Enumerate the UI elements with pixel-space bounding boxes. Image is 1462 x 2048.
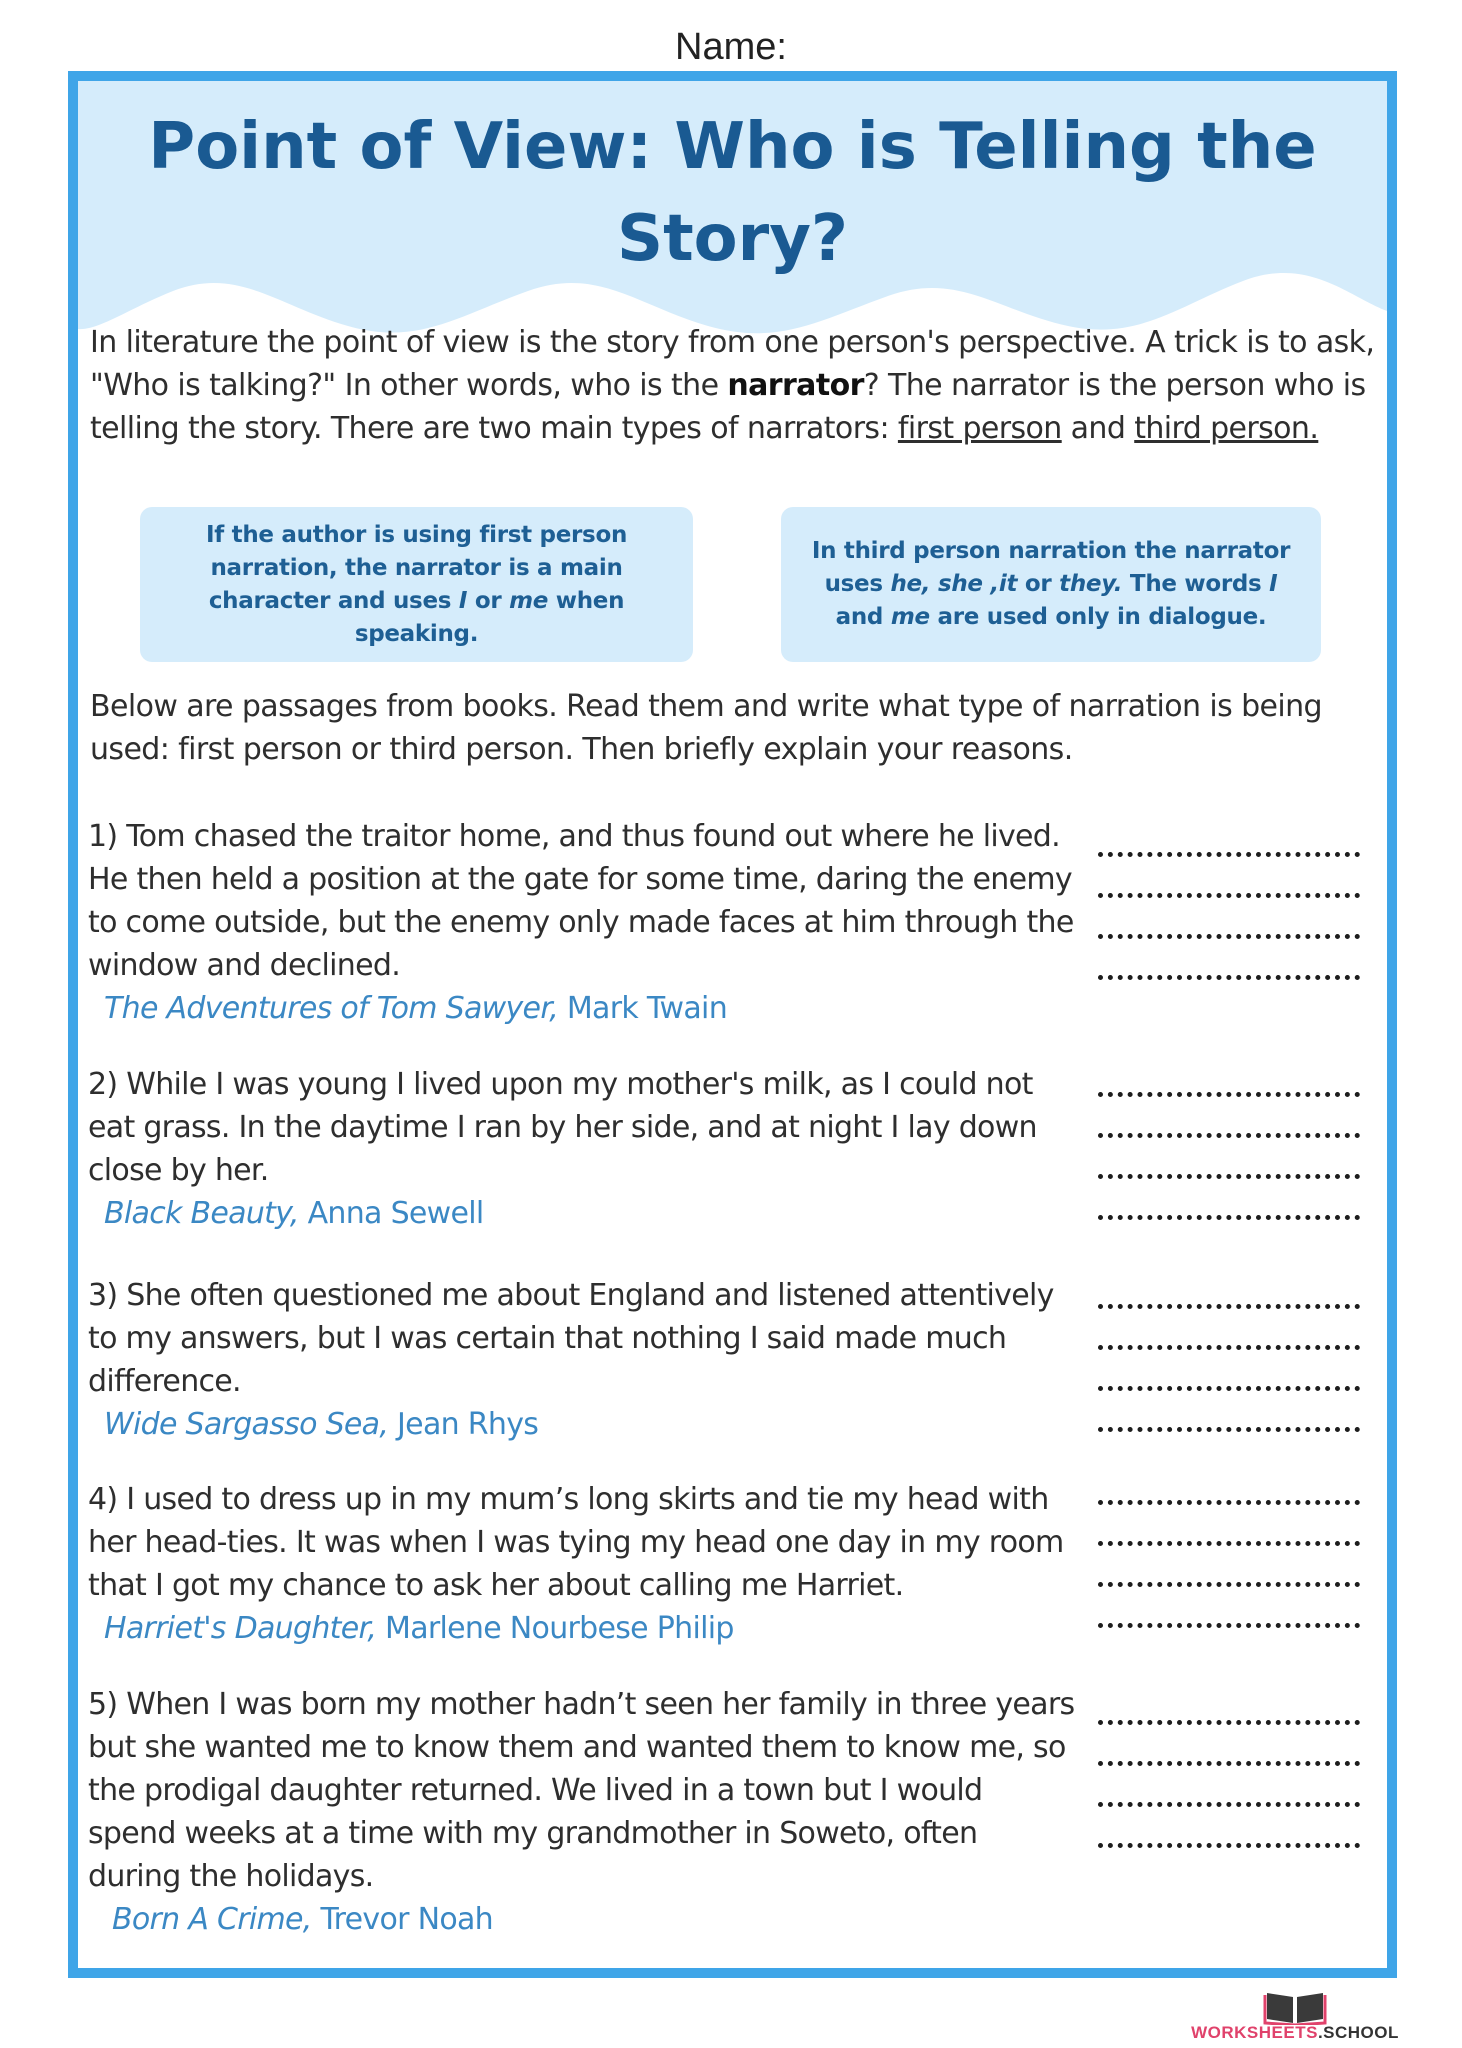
first-person-term: first person: [897, 411, 1062, 446]
title-line-2: Story?: [616, 202, 849, 276]
answer-line[interactable]: [1098, 1801, 1360, 1807]
page-title: [78, 101, 1387, 285]
answer-lines-4[interactable]: [1098, 1499, 1360, 1663]
instructions: Below are passages from books. Read them and write what type of narration is being used: first person or third person. Then briefly explain your reasons.: [90, 689, 1322, 767]
logo-text: WORKSHEETS.SCHOOL: [1191, 2023, 1399, 2042]
passage-source: Harriet's Daughter, Marlene Nourbese Philip: [104, 1611, 734, 1646]
passage-1: [88, 815, 1078, 1030]
passage-source: Black Beauty, Anna Sewell: [104, 1196, 484, 1231]
answer-line[interactable]: [1098, 1499, 1360, 1505]
passage-4: [88, 1478, 1078, 1650]
answer-line[interactable]: [1098, 851, 1360, 857]
answer-line[interactable]: [1098, 1426, 1360, 1432]
answer-line[interactable]: [1098, 1719, 1360, 1725]
open-book-icon: [1263, 1985, 1327, 2025]
answer-line[interactable]: [1098, 1760, 1360, 1766]
passage-text: 2) While I was young I lived upon my mother's milk, as I could not eat grass. In the daytime I ran by her side, and at night I lay down close by her.: [88, 1067, 1037, 1188]
passage-source: The Adventures of Tom Sawyer, Mark Twain: [104, 991, 728, 1026]
passage-2: [88, 1063, 1078, 1235]
answer-line[interactable]: [1098, 1385, 1360, 1391]
answer-lines-1[interactable]: [1098, 851, 1360, 1015]
worksheets-school-logo: [1175, 1985, 1415, 2045]
name-label: Name:: [675, 26, 787, 68]
answer-line[interactable]: [1098, 1622, 1360, 1628]
answer-line[interactable]: [1098, 1540, 1360, 1546]
answer-line[interactable]: [1098, 1132, 1360, 1138]
third-person-term: third person.: [1134, 411, 1319, 446]
answer-line[interactable]: [1098, 1581, 1360, 1587]
answer-line[interactable]: [1098, 1842, 1360, 1848]
answer-lines-3[interactable]: [1098, 1303, 1360, 1467]
answer-line[interactable]: [1098, 933, 1360, 939]
first-person-info-box: If the author is using first person narration, the narrator is a main character and uses I or me when speaking.: [140, 507, 693, 662]
answer-line[interactable]: [1098, 1214, 1360, 1220]
intro-paragraph: In literature the point of view is the story from one person's perspective. A trick is to ask, "Who is talking?" In other words, who is the narrator? The narrator is the person who is telling the story. There are two main types of narrators: first person and third person.: [90, 325, 1375, 446]
passage-text: 5) When I was born my mother hadn’t seen her family in three years but she wanted me to know them and wanted them to know me, so the prodigal daughter returned. We lived in a town but I would spend weeks at a time with my grandmother in Soweto, often during the holidays.: [88, 1687, 1075, 1894]
answer-line[interactable]: [1098, 1091, 1360, 1097]
narrator-term: narrator: [727, 368, 864, 403]
answer-line[interactable]: [1098, 1173, 1360, 1179]
passage-5: [88, 1683, 1078, 1941]
passage-text: 3) She often questioned me about England and listened attentively to my answers, but I was certain that nothing I said made much difference.: [88, 1278, 1054, 1399]
passage-text: 1) Tom chased the traitor home, and thus found out where he lived. He then held a position at the gate for some time, daring the enemy to come outside, but the enemy only made faces at him through the window and declined.: [88, 819, 1074, 983]
title-line-1: Point of View: Who is Telling the: [148, 110, 1317, 184]
passage-source: Born A Crime, Trevor Noah: [112, 1902, 493, 1937]
worksheet-frame: [68, 71, 1397, 1978]
answer-line[interactable]: [1098, 974, 1360, 980]
answer-lines-2[interactable]: [1098, 1091, 1360, 1255]
third-person-info-box: In third person narration the narrator uses he, she ,it or they. The words I and me are used only in dialogue.: [781, 507, 1321, 662]
passage-source: Wide Sargasso Sea, Jean Rhys: [104, 1407, 539, 1442]
passage-text: 4) I used to dress up in my mum’s long skirts and tie my head with her head-ties. It was when I was tying my head one day in my room that I got my chance to ask her about calling me Harriet.: [88, 1482, 1064, 1603]
passage-3: [88, 1274, 1078, 1446]
answer-line[interactable]: [1098, 1344, 1360, 1350]
answer-line[interactable]: [1098, 892, 1360, 898]
answer-lines-5[interactable]: [1098, 1719, 1360, 1883]
answer-line[interactable]: [1098, 1303, 1360, 1309]
